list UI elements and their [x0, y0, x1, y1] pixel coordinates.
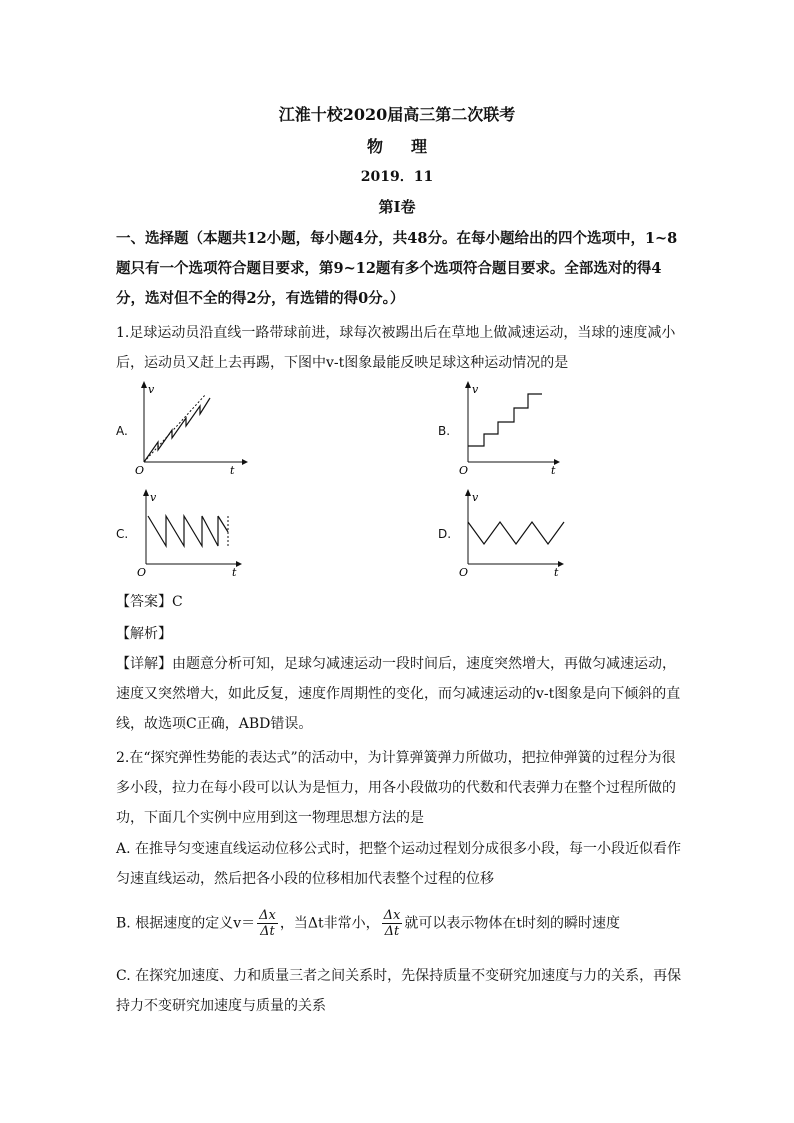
option-c-graph	[132, 488, 247, 578]
option-a-graph	[130, 380, 250, 475]
option-a-t-label: t	[230, 464, 235, 475]
option-b-graph	[454, 380, 564, 475]
question-2-option-a: A. 在推导匀变速直线运动位移公式时，把整个运动过程划分成很多小段，每一小段近似看作匀速直线运动，然后把各小段的位移相加代表整个过程的位移	[116, 841, 682, 887]
volume-title: 第Ⅰ卷	[378, 198, 416, 216]
option-d-zigzag	[468, 522, 564, 544]
v-axis-arrow	[465, 489, 471, 496]
t-axis-arrow	[558, 561, 564, 567]
option-b-steps	[468, 394, 542, 446]
option-b-origin: O	[459, 464, 469, 475]
question-2-option-c: C. 在探究加速度、力和质量三者之间关系时，先保持质量不变研究加速度与力的关系，再保持力不变研究加速度与质量的关系	[116, 968, 682, 1014]
subject-title: 物理	[366, 137, 455, 156]
velocity-fraction-1: $\frac{\Delta x}{\Delta t}$	[259, 908, 276, 939]
velocity-fraction-2: $\frac{\Delta x}{\Delta t}$	[383, 908, 401, 939]
option-a-origin: O	[135, 464, 145, 475]
option-b-v-label: v	[472, 383, 479, 396]
option-b-label: B.	[438, 424, 451, 438]
option-d-t-label: t	[554, 566, 559, 578]
option-b-text-1: B. 根据速度的定义v＝	[116, 915, 256, 932]
question-2-option-b	[116, 908, 686, 948]
option-b-text-2: ，当Δt非常小，	[279, 915, 380, 932]
question-2-stem: 2.在“探究弹性势能的表达式”的活动中，为计算弹簧弹力所做功，把拉伸弹簧的过程分为很多小段，拉力在每小段可以认为是恒力，用各小段做功的代数和代表弹力在整个过程所做的功，下面几个实例中应用到这一物理思想方法的是	[116, 750, 676, 826]
v-axis-arrow	[465, 381, 471, 388]
option-c-v-label: v	[150, 491, 157, 504]
option-c-tail	[218, 516, 228, 532]
detail-explanation: 【详解】由题意分析可知，足球匀减速运动一段时间后，速度突然增大，再做匀减速运动，速度又突然增大，如此反复，速度作周期性的变化，而匀减速运动的v-t图象是向下倾斜的直线，故选项C正确，ABD错误。	[116, 656, 681, 732]
option-a-label: A.	[116, 424, 128, 438]
option-a-v-label: v	[148, 383, 155, 396]
t-axis-arrow	[242, 459, 248, 465]
option-a-dashed	[144, 394, 206, 462]
option-d-v-label: v	[472, 491, 479, 504]
option-b-text-3: 就可以表示物体在t时刻的瞬时速度	[404, 915, 620, 932]
answer: 【答案】C	[116, 594, 183, 610]
option-d-graph	[454, 488, 569, 578]
exam-date: 2019．11	[360, 169, 434, 185]
option-d-label: D.	[438, 527, 452, 541]
option-c-t-label: t	[232, 566, 237, 578]
v-axis-arrow	[141, 381, 147, 388]
option-a-curve	[144, 398, 210, 462]
option-b-t-label: t	[551, 464, 556, 475]
option-c-label: C.	[116, 527, 129, 541]
option-c-origin: O	[137, 566, 147, 578]
t-axis-arrow	[236, 561, 242, 567]
option-c-sawtooth	[148, 516, 218, 546]
analysis-label: 【解析】	[116, 626, 172, 642]
question-1-stem: 1.足球运动员沿直线一路带球前进，球每次被踢出后在草地上做减速运动，当球的速度减小后，运动员又赶上去再踢，下图中v-t图象最能反映足球这种运动情况的是	[116, 325, 676, 371]
v-axis-arrow	[143, 489, 149, 496]
exam-title: 江淮十校2020届高三第二次联考	[278, 105, 516, 124]
option-d-origin: O	[459, 566, 469, 578]
section-intro: 一、选择题（本题共12小题，每小题4分，共48分。在每小题给出的四个选项中，1~8题只有一个选项符合题目要求，第9~12题有多个选项符合题目要求。全部选对的得4分，选对但不全的得2分，有选错的得0分。）	[116, 230, 678, 307]
